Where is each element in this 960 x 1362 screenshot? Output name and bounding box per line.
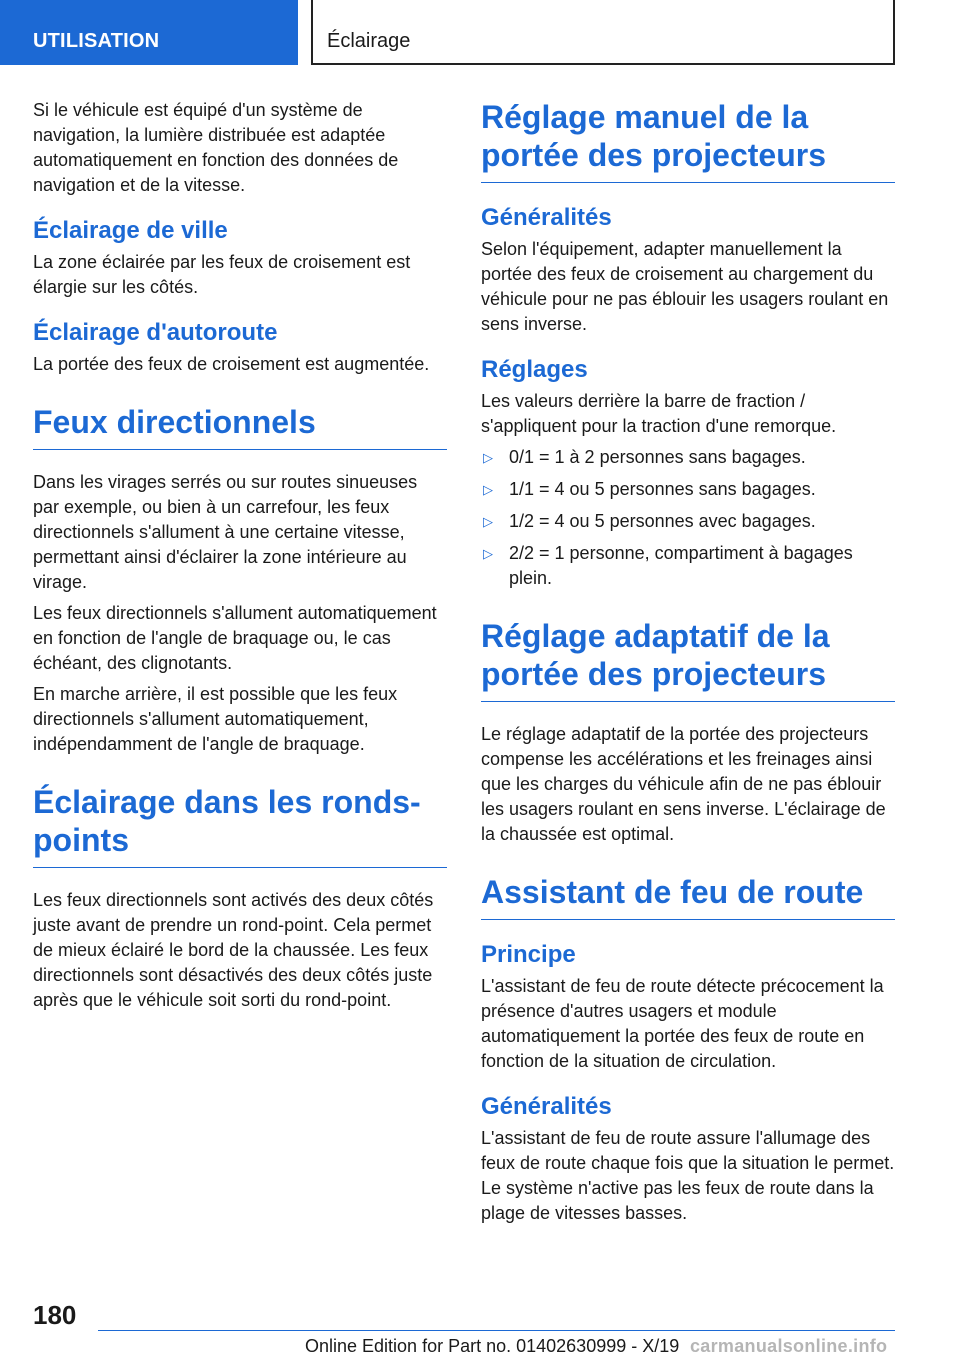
manual-settings-text: Les valeurs derrière la barre de fraction / s'appliquent pour la traction d'une remorque. [481,391,837,436]
load-settings-list [481,445,895,591]
highway-lighting-heading: Éclairage d'autoroute [33,319,278,346]
left-column [33,98,447,1019]
triangle-bullet-icon: ▷ [483,450,493,465]
list-item: ▷ 0/1 = 1 à 2 personnes sans bagages. [481,445,895,470]
assistant-principle-heading: Principe [481,941,576,968]
footer-divider [98,1330,895,1331]
manual-settings-heading: Réglages [481,356,588,383]
header-chapter-title: Éclairage [311,0,895,65]
assistant-general-heading: Généralités [481,1093,612,1120]
header-section-tab: UTILISATION [0,0,298,65]
triangle-bullet-icon: ▷ [483,546,493,561]
manual-range-heading: Réglage manuel de la portée des projecteurs [481,98,895,183]
list-item: ▷ 1/1 = 4 ou 5 personnes sans bagages. [481,477,895,502]
list-item: ▷ 2/2 = 1 personne, compartiment à bagages plein. [483,543,853,588]
manual-general-text: Selon l'équipement, adapter manuellement la portée des feux de croisement au chargement du véhicule pour ne pas éblouir les usagers roulant en sens inverse. [481,239,889,334]
adaptive-range-text: Le réglage adaptatif de la portée des projecteurs compense les accélérations et les freinages ainsi que les charges du véhicule afin de ne pas éblouir les usagers roulant en sens inverse. L'éclairage de la chaussée est optimal. [481,724,886,844]
intro-paragraph: Si le véhicule est équipé d'un système de navigation, la lumière distribuée est adaptée automatiquement en fonction des données de navigation et de la vitesse. [33,100,399,195]
watermark-link[interactable]: carmanualsonline.info [690,1336,888,1356]
triangle-bullet-icon: ▷ [483,514,493,529]
assistant-general-text: L'assistant de feu de route assure l'allumage des feux de route chaque fois que la situation le permet. Le système n'active pas les feux de route dans la plage de vitesses basses. [481,1128,895,1223]
turning-lights-heading: Feux directionnels [33,403,447,450]
list-item: ▷ 1/2 = 4 ou 5 personnes avec bagages. [481,509,895,534]
roundabout-lighting-heading: Éclairage dans les ronds-points [33,783,447,868]
turning-lights-p2: Les feux directionnels s'allument automatiquement en fonction de l'angle de braquage ou, le cas échéant, des clignotants. [33,603,437,673]
high-beam-assistant-heading: Assistant de feu de route [481,873,895,920]
page-number: 180 [33,1300,77,1330]
turning-lights-p1: Dans les virages serrés ou sur routes sinueuses par exemple, ou bien à un carrefour, les feux directionnels s'allument à une certaine vitesse, permettant ainsi d'éclairer la zone intérieure au virage. [33,472,418,592]
adaptive-range-heading: Réglage adaptatif de la portée des projecteurs [481,617,895,702]
footer-edition-text: Online Edition for Part no. 01402630999 - X/19 [305,1336,680,1356]
manual-general-heading: Généralités [481,204,612,231]
highway-lighting-text: La portée des feux de croisement est augmentée. [33,354,430,374]
assistant-principle-text: L'assistant de feu de route détecte précocement la présence d'autres usagers et module automatiquement la portée des feux de route en fonction de la situation de circulation. [481,976,884,1071]
turning-lights-p3: En marche arrière, il est possible que les feux directionnels s'allument automatiquement, indépendamment de l'angle de braquage. [33,684,398,754]
right-column [481,98,895,1232]
triangle-bullet-icon: ▷ [483,482,493,497]
roundabout-lighting-text: Les feux directionnels sont activés des deux côtés juste avant de prendre un rond-point. Cela permet de mieux éclairé le bord de la chaussée. Les feux directionnels sont désactivés des deux côtés juste après que le véhicule soit sorti du rond-point. [33,890,434,1010]
city-lighting-heading: Éclairage de ville [33,217,228,244]
city-lighting-text: La zone éclairée par les feux de croisement est élargie sur les côtés. [33,252,411,297]
